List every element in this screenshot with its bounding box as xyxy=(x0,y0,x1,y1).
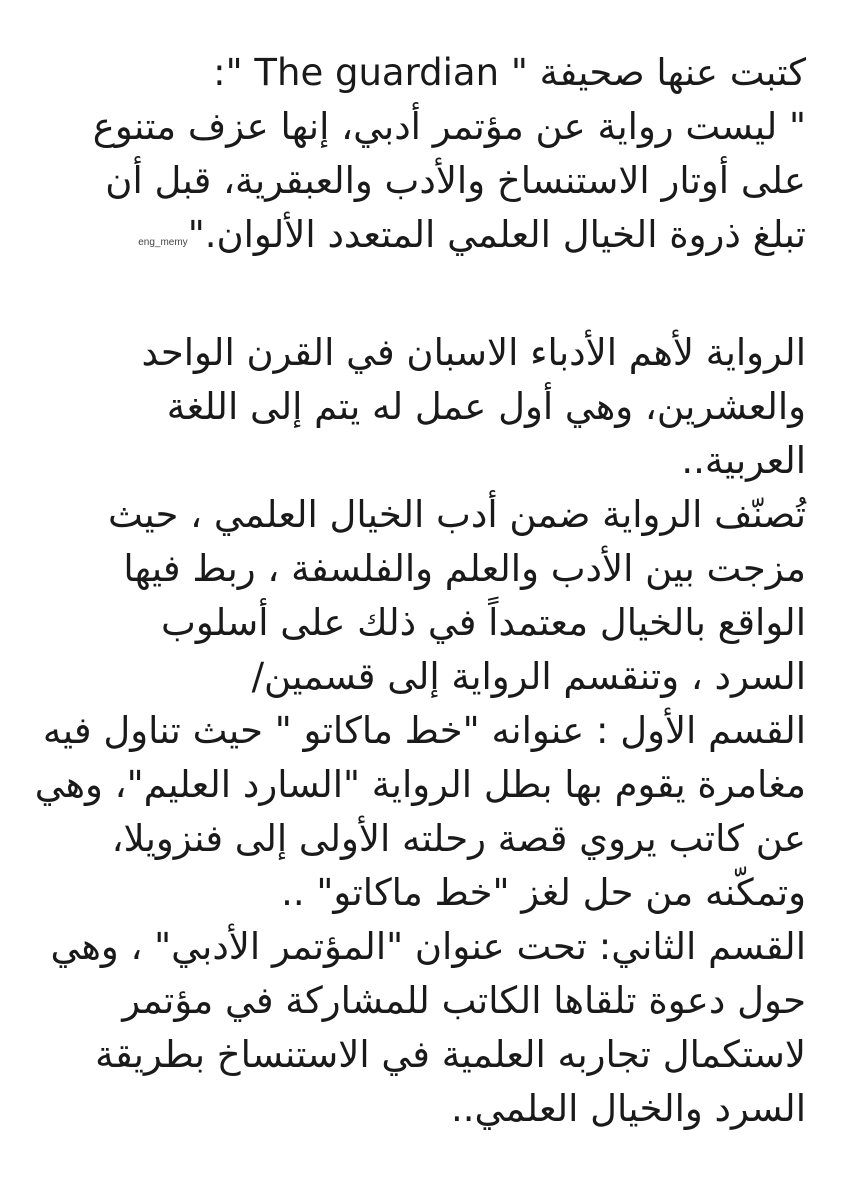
body-line: العربية.. xyxy=(681,439,806,482)
body-line: الواقع بالخيال معتمداً في ذلك على أسلوب xyxy=(161,601,806,644)
body-paragraph xyxy=(26,326,806,1136)
watermark-text: eng_memy xyxy=(138,237,188,248)
quote-paragraph xyxy=(26,46,806,262)
body-line: السرد والخيال العلمي.. xyxy=(450,1087,806,1130)
quote-line: " ليست رواية عن مؤتمر أدبي، إنها عزف متنوع xyxy=(92,105,806,148)
body-line: تُصنّف الرواية ضمن أدب الخيال العلمي ، حيث xyxy=(108,493,806,536)
body-line: عن كاتب يروي قصة رحلته الأولى إلى فنزويلا، xyxy=(111,817,806,860)
body-line: مغامرة يقوم بها بطل الرواية "السارد العليم"، وهي xyxy=(34,763,806,806)
quote-line-last xyxy=(26,208,806,262)
body-line: القسم الثاني: تحت عنوان "المؤتمر الأدبي" ، وهي xyxy=(50,925,806,968)
quote-line: على أوتار الاستنساخ والأدب والعبقرية، قبل أن xyxy=(105,159,806,202)
body-line: السرد ، وتنقسم الرواية إلى قسمين/ xyxy=(251,655,806,698)
body-line: القسم الأول : عنوانه "خط ماكاتو " حيث تناول فيه xyxy=(42,709,806,752)
quote-line-text: تبلغ ذروة الخيال العلمي المتعدد الألوان." xyxy=(187,213,806,256)
quote-line: كتبت عنها صحيفة " The guardian ": xyxy=(213,51,806,94)
body-line: مزجت بين الأدب والعلم والفلسفة ، ربط فيها xyxy=(123,547,806,590)
body-line: لاستكمال تجاربه العلمية في الاستنساخ بطريقة xyxy=(95,1033,806,1076)
body-line: والعشرين، وهي أول عمل له يتم إلى اللغة xyxy=(166,385,806,428)
body-line: حول دعوة تلقاها الكاتب للمشاركة في مؤتمر xyxy=(122,979,806,1022)
body-line: الرواية لأهم الأدباء الاسبان في القرن الواحد xyxy=(141,331,806,374)
body-line: وتمكّنه من حل لغز "خط ماكاتو" .. xyxy=(281,871,806,914)
